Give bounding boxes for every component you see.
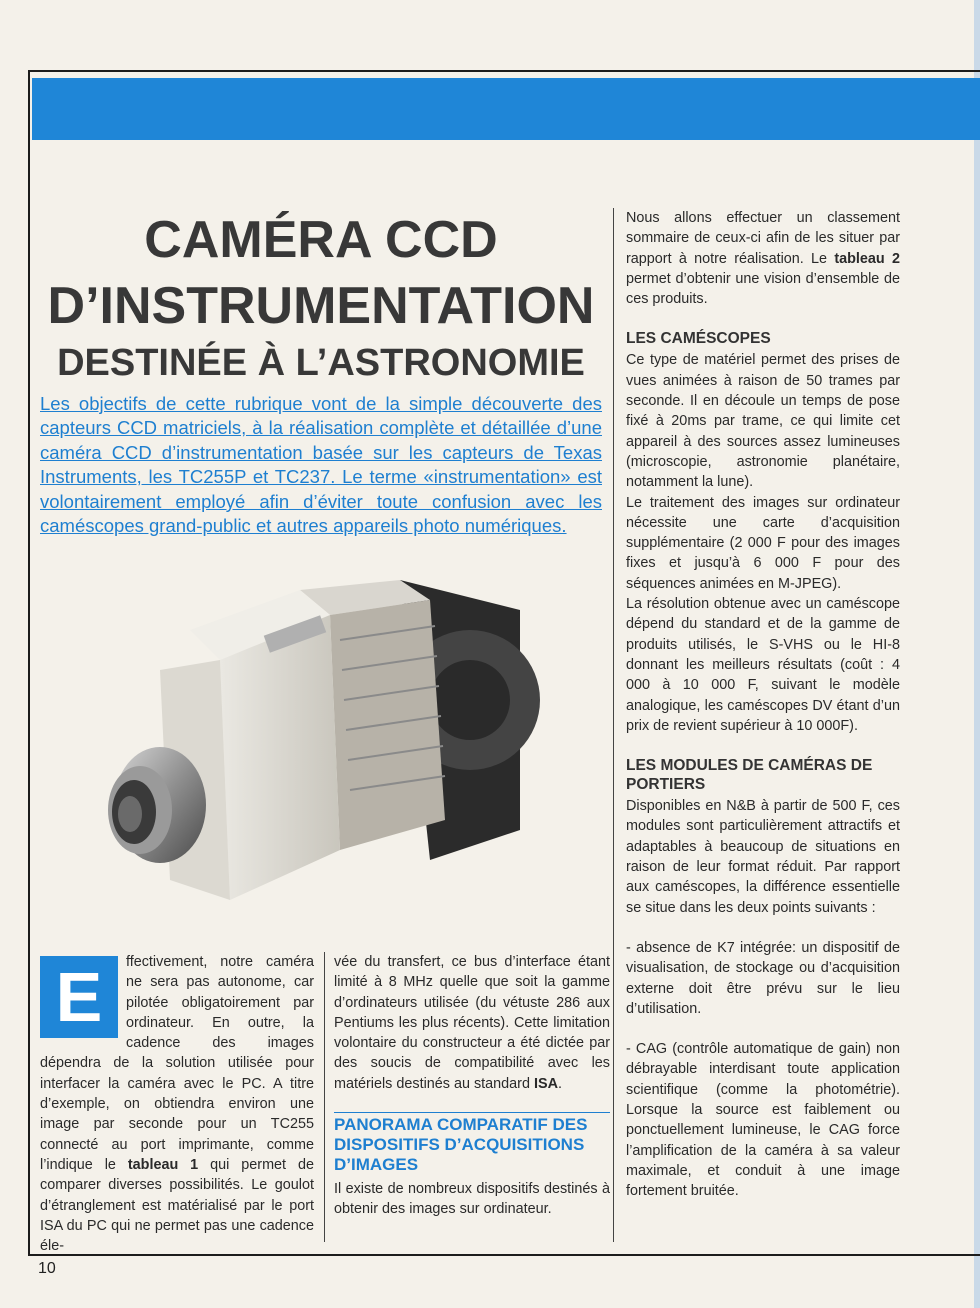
- header-blue-band: [32, 78, 980, 140]
- frame-top-rule: [28, 70, 980, 72]
- title-line-3: DESTINÉE À L’ASTRONOMIE: [57, 342, 585, 384]
- dropcap-letter: E: [55, 958, 103, 1036]
- page-number: 10: [38, 1260, 56, 1277]
- camescopes-paragraph-1: Ce type de matériel permet des prises de vues animées à raison de 50 trames par seconde. Il en découle un temps de pose fixé à 20ms par trame, ce qui limite cet appareil à des sources assez lumineuses (microscopie, astronomie planétaire, notamment la lune).: [626, 352, 900, 491]
- c2-text-bold: ISA: [533, 1075, 558, 1092]
- portiers-paragraph-2: - absence de K7 intégrée: un dispositif de visualisation, de stockage ou d’acquisition externe doit être prévu sur le lieu d’utilisation.: [626, 939, 900, 1017]
- c1-text-end: qui permet de comparer diverses possibilités. Le goulot d’étranglement est matérialisé par le port ISA du PC qui ne permet pas une cadence éle-: [40, 1156, 314, 1255]
- column-divider-1: [324, 952, 325, 1242]
- column-2: [334, 952, 610, 1220]
- section-title-panorama: PANORAMA COMPARATIF DES DISPOSITIFS D’ACQUISITIONS D’IMAGES: [334, 1112, 610, 1175]
- column-2-paragraph: [334, 952, 610, 1094]
- c1-text-start: ffectivement, notre caméra ne sera pas autonome, car pilotée obligatoirement par ordinateur. En outre, la cadence des images dépendra de la solution utilisée pour interfacer la caméra avec le PC. A titre d’exemple, on obtiendra environ une image par seconde pour un TC255 connecté au port imprimante, comme l’indique le: [40, 954, 314, 1173]
- title-line-2: D’INSTRUMENTATION: [47, 277, 595, 335]
- c1-text-bold: tableau 1: [127, 1156, 199, 1173]
- intro-paragraph: Les objectifs de cette rubrique vont de la simple découverte des capteurs CCD matriciels, à la réalisation complète et détaillée d’une caméra CCD d’instrumentation basée sur les capteurs de Texas Instruments, les TC255P et TC237. Le terme «instrumentation» est volontairement employé afin d’éviter toute confusion avec les caméscopes grand-public et autres appareils photo numériques.: [40, 393, 602, 537]
- c3-text-start: Nous allons effectuer un classement sommaire de ceux-ci afin de les situer par rapport à notre réalisation. Le: [626, 210, 900, 267]
- camescopes-paragraph-2: Le traitement des images sur ordinateur nécessite une carte d’acquisition supplémentaire (2 000 F pour des images fixes et jusqu’à 6 000 F pour des séquences animées en M-JPEG).: [626, 494, 900, 592]
- dropcap-box: [40, 956, 118, 1038]
- page-edge: [974, 0, 980, 1308]
- camescopes-paragraph-3: La résolution obtenue avec un caméscope dépend du standard et de la gamme de produits utilisés, le S-VHS ou le HI-8 donnant les meilleurs résultats (coût : 4 000 à 10 000 F, suivant le modèle analogique, les caméscopes DV étant d’un prix de revient supérieur à 10 000F).: [626, 596, 900, 734]
- panorama-paragraph: Il existe de nombreux dispositifs destinés à obtenir des images sur ordinateur.: [334, 1181, 610, 1218]
- c2-text-end: .: [557, 1075, 562, 1092]
- title-line-1: CAMÉRA CCD: [144, 211, 498, 269]
- frame-left-rule: [28, 70, 30, 1256]
- section-title-camescopes: LES CAMÉSCOPES: [626, 330, 771, 348]
- column-3-intro: [626, 208, 900, 309]
- column-3: [626, 208, 900, 1201]
- ccd-camera-photo: [100, 560, 550, 940]
- section-title-portiers: LES MODULES DE CAMÉRAS DE PORTIERS: [626, 757, 873, 794]
- portiers-paragraph-1: Disponibles en N&B à partir de 500 F, ces modules sont particulièrement attractifs et adaptables à beaucoup de situations en raison de leur format réduit. Par rapport aux caméscopes, la différence essentielle se situe dans les deux points suivants :: [626, 798, 900, 916]
- portiers-paragraph-3: - CAG (contrôle automatique de gain) non débrayable interdisant toute application scientifique (comme la photométrie). Lorsque la source est faiblement ou ponctuellement lumineuse, le CAG force l’amplification de la caméra à sa valeur maximale, et conduit à une image fortement bruitée.: [626, 1041, 900, 1200]
- column-1: [40, 952, 314, 1256]
- c2-text-start: vée du transfert, ce bus d’interface étant limité à 8 MHz quelle que soit la gamme d’ordinateurs utilisée (du vétuste 286 aux Pentiums les plus récents). Cette limitation volontaire du constructeur a été dictée par des soucis de compatibilité avec les matériels destinés au standard: [334, 954, 610, 1092]
- column-divider-2: [613, 208, 614, 1242]
- c3-text-end: permet d’obtenir une vision d’ensemble de ces produits.: [626, 270, 900, 308]
- c3-text-bold: tableau 2: [834, 250, 900, 267]
